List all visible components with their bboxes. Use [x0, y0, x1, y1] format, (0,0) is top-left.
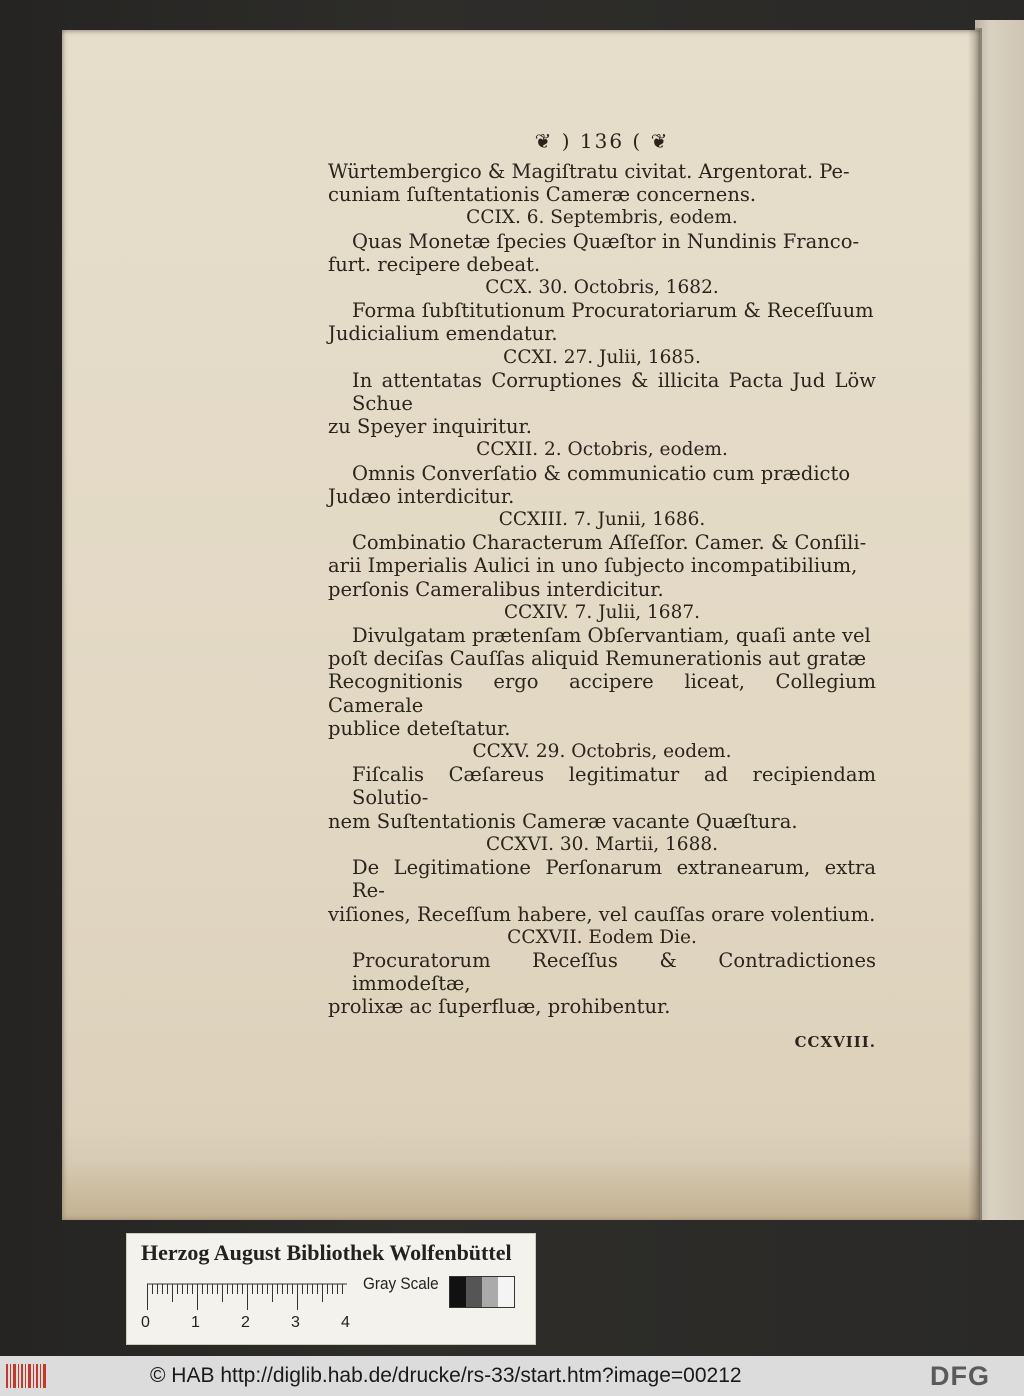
entries-list	[328, 206, 876, 1018]
page-text	[328, 130, 876, 1054]
ruler-number: 0	[141, 1314, 150, 1331]
entry-heading: CCX. 30. Octobris, 1682.	[485, 277, 719, 299]
ruler-scale	[147, 1282, 347, 1312]
entry-line: arii Imperialis Aulici in uno ſubjecto incompatibilium,	[328, 554, 858, 578]
entry-heading: CCXVI. 30. Martii, 1688.	[485, 833, 719, 855]
entry-heading: CCXI. 27. Julii, 1685.	[503, 346, 701, 368]
ruler-number: 3	[291, 1314, 300, 1331]
gray-scale-swatches	[449, 1276, 515, 1308]
ruler-number: 1	[191, 1314, 200, 1331]
gutter-shadow	[968, 28, 982, 1222]
entry-line: Divulgatam prætenſam Obſervantiam, quaſi ante vel	[352, 624, 871, 648]
entry-line: nem Suſtentationis Cameræ vacante Quæſtura.	[328, 809, 798, 833]
entry-line: Omnis Converſatio & communicatio cum prædicto	[352, 461, 851, 485]
entry-heading: CCXIV. 7. Julii, 1687.	[503, 601, 700, 623]
library-name: Herzog August Bibliothek Wolfenbüttel	[141, 1240, 512, 1265]
entry-line: Forma ſubſtitutionum Procuratoriarum & Receſſuum	[352, 299, 874, 323]
intro-paragraph	[328, 160, 876, 206]
page-worn-edge	[62, 1160, 980, 1220]
entry-paragraph	[328, 624, 876, 740]
gray-scale-label: Gray Scale	[363, 1274, 439, 1293]
entry-line: Combinatio Characterum Aſſeſſor. Camer. & Conſili-	[352, 531, 867, 555]
ruler-number: 4	[341, 1314, 350, 1331]
ruler-number: 2	[241, 1314, 250, 1331]
entry-line: zu Speyer inquiritur.	[328, 415, 532, 439]
entry-line: Judicialium emendatur.	[328, 322, 558, 346]
entry-paragraph	[328, 462, 876, 508]
entry-heading: CCXIII. 7. Junii, 1686.	[498, 509, 706, 531]
entry-line: poſt deciſas Cauſſas aliquid Remunerationis aut gratæ	[328, 647, 867, 671]
entry-paragraph	[328, 299, 876, 345]
entry-line: Fiſcalis Cæſareus legitimatur ad recipiendam Solutio-	[352, 763, 876, 810]
entry-line: perſonis Cameralibus interdicitur.	[328, 577, 664, 601]
page-header: ❦ ) 136 ( ❦	[534, 129, 670, 153]
intro-line: cuniam ſuſtentationis Cameræ concernens.	[328, 183, 757, 207]
entry-paragraph	[328, 531, 876, 601]
intro-line: Würtembergico & Magiſtratu civitat. Argentorat. Pe-	[328, 160, 850, 183]
entry-paragraph	[328, 763, 876, 833]
dfg-logo: DFG	[930, 1361, 990, 1391]
catchword: CCXVIII.	[794, 1032, 876, 1051]
entry-heading: CCXII. 2. Octobris, eodem.	[476, 439, 728, 461]
facing-page-edge	[975, 20, 1024, 1220]
entry-line: In attentatas Corruptiones & illicita Pacta Jud Löw Schue	[352, 368, 876, 416]
entry-line: De Legitimatione Perſonarum extranearum, extra Re-	[352, 856, 876, 903]
gray-swatch	[498, 1277, 514, 1307]
library-label-card	[126, 1233, 536, 1345]
entry-line: publice deteſtatur.	[328, 716, 511, 740]
entry-paragraph	[328, 230, 876, 276]
entry-line: furt. recipere debeat.	[328, 252, 541, 276]
entry-heading: CCXV. 29. Octobris, eodem.	[472, 741, 732, 763]
gray-swatch	[482, 1277, 498, 1307]
entry-line: viſiones, Receſſum habere, vel cauſſas orare volentium.	[328, 902, 876, 926]
entry-heading: CCIX. 6. Septembris, eodem.	[466, 207, 738, 229]
entry-line: Recognitionis ergo accipere liceat, Collegium Camerale	[328, 670, 876, 717]
entry-paragraph	[328, 856, 876, 926]
gray-swatch	[466, 1277, 482, 1307]
footer-bar	[0, 1356, 1024, 1396]
entry-line: Procuratorum Receſſus & Contradictiones immodeſtæ,	[352, 948, 876, 996]
entry-line: Judæo interdicitur.	[328, 484, 515, 508]
entry-heading: CCXVII. Eodem Die.	[507, 926, 697, 948]
entry-line: Quas Monetæ ſpecies Quæſtor in Nundinis Franco-	[352, 229, 860, 253]
gray-swatch	[450, 1277, 466, 1307]
entry-paragraph	[328, 949, 876, 1019]
entry-line: prolixæ ac ſuperfluæ, prohibentur.	[328, 995, 671, 1019]
barcode-icon	[6, 1364, 46, 1388]
footer-copyright-link[interactable]: © HAB http://diglib.hab.de/drucke/rs-33/start.htm?image=00212	[150, 1364, 742, 1387]
entry-paragraph	[328, 369, 876, 439]
ruler-numbers	[141, 1314, 371, 1336]
